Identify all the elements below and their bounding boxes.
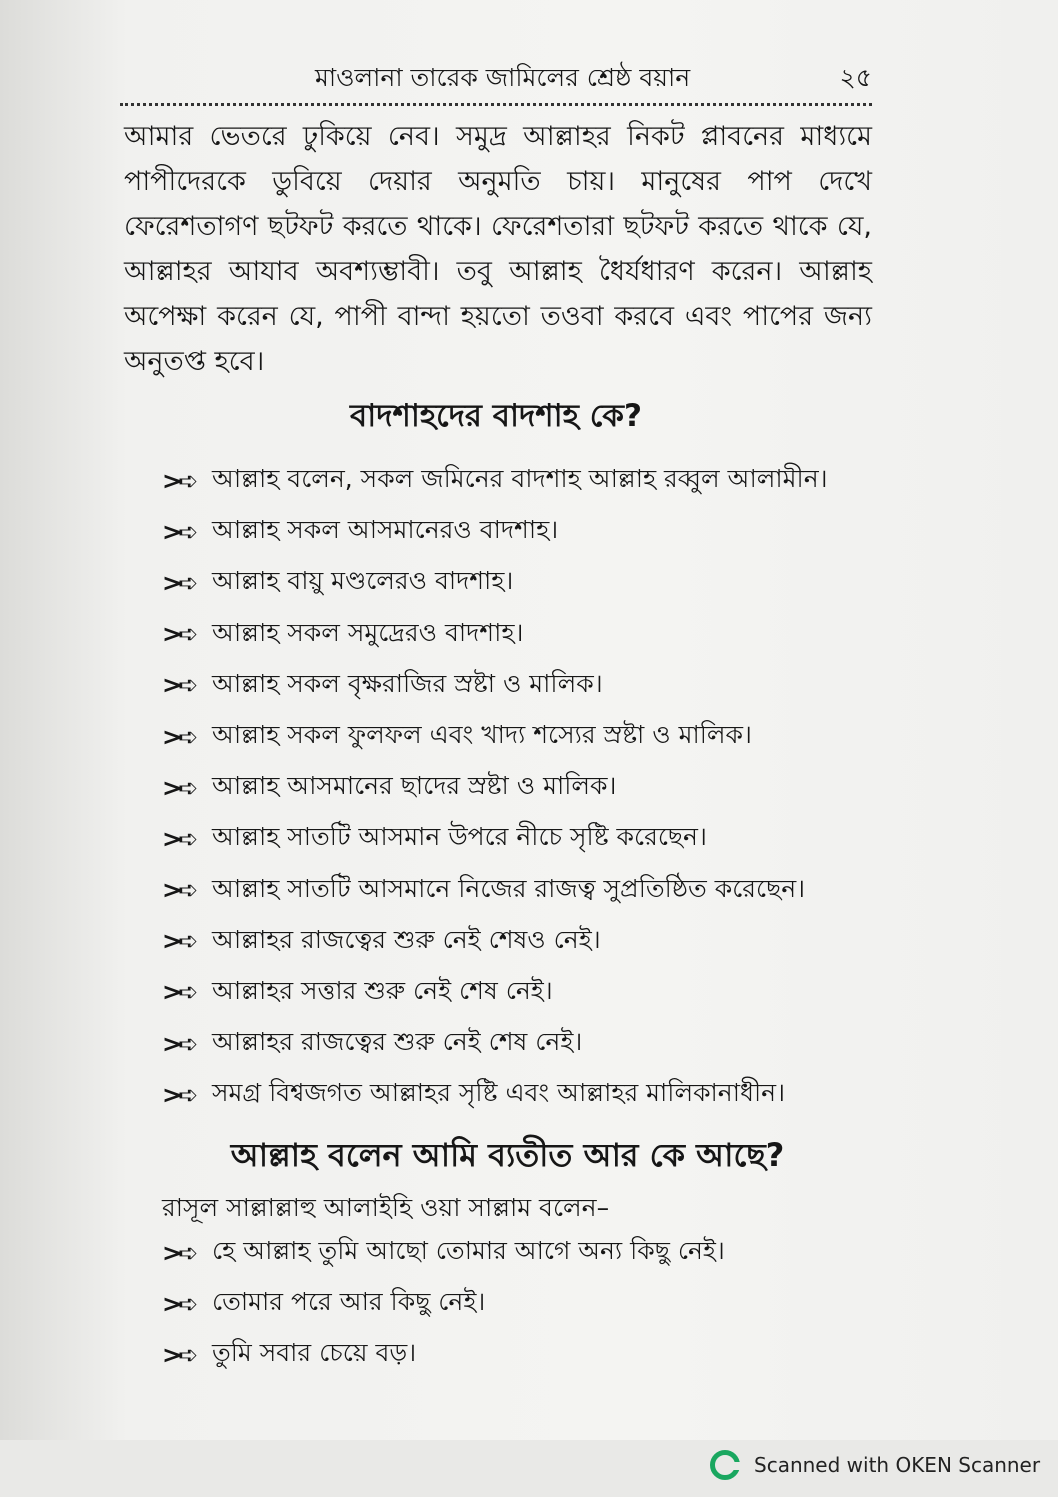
bullet-arrow-icon: >➪	[162, 620, 195, 649]
bullet-arrow-icon: >➪	[162, 876, 195, 905]
bullet-arrow-icon: >➪	[162, 978, 195, 1007]
header-divider	[120, 103, 872, 106]
list-item-text: আল্লাহ বায়ু মণ্ডলেরও বাদশাহ।	[212, 566, 514, 596]
list-item	[162, 609, 882, 660]
section-heading-who-else: আল্লাহ বলেন আমি ব্যতীত আর কে আছে?	[230, 1136, 785, 1174]
paragraph-text: আমার ভেতরে ঢুকিয়ে নেব। সমুদ্র আল্লাহর নিকট প্লাবনের মাধ্যমে পাপীদেরকে ডুবিয়ে দেয়ার অনুমতি চায়। মানুষের পাপ দেখে ফেরেশতাগণ ছটফট করতে থাকে। ফেরেশতারা ছটফট করতে থাকে যে, আল্লাহর আযাব অবশ্যম্ভাবী। তবু আল্লাহ ধৈর্যধারণ করেন। আল্লাহ অপেক্ষা করেন যে, পাপী বান্দা হয়তো তওবা করবে এবং পাপের জন্য অনুতপ্ত হবে।	[124, 121, 872, 377]
list-item	[162, 660, 882, 711]
list-item	[162, 1227, 882, 1278]
oken-scanner-logo-icon	[710, 1450, 740, 1480]
list-item-text: আল্লাহ সাতটি আসমানে নিজের রাজত্ব সুপ্রতিষ্ঠিত করেছেন।	[212, 873, 806, 903]
list-item-text: আল্লাহ বলেন, সকল জমিনের বাদশাহ আল্লাহ রব্বুল আলামীন।	[212, 464, 828, 494]
bullet-arrow-icon: >➪	[162, 824, 195, 853]
list-item-text: তোমার পরে আর কিছু নেই।	[212, 1287, 486, 1317]
bullet-arrow-icon: >➪	[162, 671, 195, 700]
list-item	[162, 865, 882, 916]
bullet-arrow-icon: >➪	[162, 1029, 195, 1058]
section-intro: রাসূল সাল্লাল্লাহু আলাইহি ওয়া সাল্লাম বলেন–	[162, 1193, 610, 1222]
bullet-arrow-icon: >➪	[162, 1289, 195, 1318]
list-item-text: তুমি সবার চেয়ে বড়।	[212, 1338, 417, 1368]
list-item-text: হে আল্লাহ তুমি আছো তোমার আগে অন্য কিছু নেই।	[212, 1236, 725, 1266]
bullet-arrow-icon: >➪	[162, 1340, 195, 1369]
bullet-arrow-icon: >➪	[162, 517, 195, 546]
bullet-arrow-icon: >➪	[162, 773, 195, 802]
list-item	[162, 813, 882, 864]
list-item	[162, 711, 882, 762]
list-item-text: আল্লাহ সকল বৃক্ষরাজির স্রষ্টা ও মালিক।	[212, 668, 603, 698]
list-item	[162, 506, 882, 557]
list-item	[162, 455, 882, 506]
list-item	[162, 967, 882, 1018]
running-title: মাওলানা তারেক জামিলের শ্রেষ্ঠ বয়ান	[315, 63, 691, 92]
body-paragraph	[124, 114, 872, 384]
list-item-text: আল্লাহ আসমানের ছাদের স্রষ্টা ও মালিক।	[212, 771, 617, 801]
list-item	[162, 557, 882, 608]
list-item-text: আল্লাহর রাজত্বের শুরু নেই শেষ নেই।	[212, 1027, 583, 1057]
list-item	[162, 1069, 882, 1120]
scanner-watermark	[710, 1448, 1040, 1482]
list-item	[162, 1018, 882, 1069]
bullet-arrow-icon: >➪	[162, 927, 195, 956]
scanner-label: Scanned with OKEN Scanner	[754, 1453, 1041, 1477]
bullet-arrow-icon: >➪	[162, 1080, 195, 1109]
list-item-text: আল্লাহর সত্তার শুরু নেই শেষ নেই।	[212, 975, 553, 1005]
bullet-list-kings	[162, 455, 882, 1120]
list-item	[162, 1329, 882, 1380]
bullet-list-hadith	[162, 1227, 882, 1381]
bullet-arrow-icon: >➪	[162, 466, 195, 495]
section-heading-kings: বাদশাহদের বাদশাহ কে?	[350, 398, 642, 434]
list-item-text: সমগ্র বিশ্বজগত আল্লাহর সৃষ্টি এবং আল্লাহর মালিকানাধীন।	[212, 1078, 786, 1108]
list-item-text: আল্লাহ সকল আসমানেরও বাদশাহ।	[212, 515, 559, 545]
page-number: ২৫	[839, 63, 872, 92]
bullet-arrow-icon: >➪	[162, 1238, 195, 1267]
bullet-arrow-icon: >➪	[162, 568, 195, 597]
bullet-arrow-icon: >➪	[162, 722, 195, 751]
list-item	[162, 762, 882, 813]
list-item-text: আল্লাহ সাতটি আসমান উপরে নীচে সৃষ্টি করেছেন।	[212, 822, 707, 852]
list-item-text: আল্লাহর রাজত্বের শুরু নেই শেষও নেই।	[212, 924, 601, 954]
list-item-text: আল্লাহ সকল সমুদ্রেরও বাদশাহ।	[212, 617, 524, 647]
list-item-text: আল্লাহ সকল ফুলফল এবং খাদ্য শস্যের স্রষ্টা ও মালিক।	[212, 720, 752, 750]
list-item	[162, 1278, 882, 1329]
list-item	[162, 916, 882, 967]
